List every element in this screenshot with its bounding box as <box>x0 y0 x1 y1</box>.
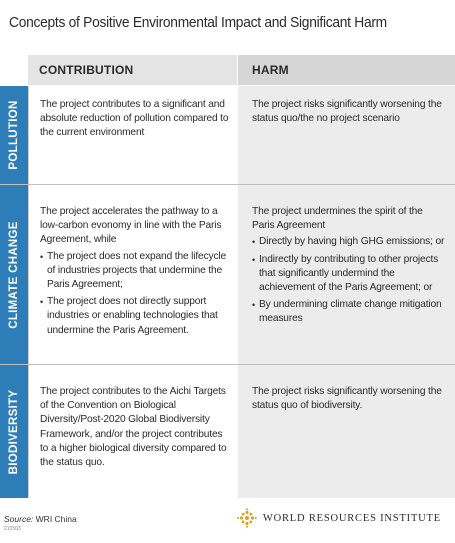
harm-text: The project risks significantly worsening the status quo of biodiversity. <box>252 386 442 412</box>
wri-logo-icon <box>237 508 257 528</box>
page-title: Concepts of Positive Environmental Impact and Significant Harm <box>9 14 387 31</box>
category-climate-change <box>0 185 28 364</box>
list-item: • Indirectly by contributing to other projects that significantly undermind the achievement of the Paris Agreement; or <box>252 253 447 296</box>
header-harm <box>238 55 455 85</box>
contribution-cell <box>28 86 237 184</box>
table-row-climate-change <box>0 185 455 364</box>
contribution-text: The project accelerates the pathway to a low-carbon evonomy in line with the Paris Agreement, while <box>40 206 222 246</box>
harm-text: The project risks significantly worsening the status quo/the no project scenario <box>252 99 442 125</box>
table-row-pollution <box>0 86 455 184</box>
list-item: • The project does not directly support industries or enabling technologies that undermine the Paris Agreement. <box>40 295 229 338</box>
category-label: BIODIVERSITY <box>8 389 20 474</box>
header-contribution <box>28 55 237 85</box>
contribution-text: The project contributes to a significant and absolute reduction of pollution compared to the current environment <box>40 99 229 139</box>
list-item: • The project does not expand the lifecycle of industries projects that undermine the Paris Agreement; <box>40 250 229 293</box>
harm-cell <box>238 365 455 498</box>
header-contribution-label: CONTRIBUTION <box>39 63 134 77</box>
contribution-text: The project contributes to the Aichi Targets of the Convention on Biological Diversity/Post-2020 Global Biodiversity Framework, and/or the project contributes to a higher biological diversity compared to the status quo. <box>40 386 227 469</box>
harm-cell <box>238 86 455 184</box>
list-item: • By undermining climate change mitigation measures <box>252 298 447 326</box>
harm-bullets <box>252 235 447 326</box>
contribution-cell <box>28 365 237 498</box>
header-corner <box>0 55 28 85</box>
source-note <box>4 514 77 524</box>
contribution-bullets <box>40 250 229 338</box>
category-label: CLIMATE CHANGE <box>8 220 20 329</box>
list-item: • Directly by having high GHG emissions; or <box>252 235 447 249</box>
category-label: POLLUTION <box>8 100 20 170</box>
category-biodiversity <box>0 365 28 498</box>
table-row-biodiversity <box>0 365 455 498</box>
source-text: WRI China <box>33 514 77 524</box>
header-harm-label: HARM <box>252 63 289 77</box>
figure-code: 210503 <box>4 526 21 532</box>
category-pollution <box>0 86 28 184</box>
logo-text: WORLD RESOURCES INSTITUTE <box>262 512 441 524</box>
harm-text: The project undermines the spirit of the Paris Agreement <box>252 206 423 232</box>
wri-logo <box>237 508 441 528</box>
source-label: Source: <box>4 514 34 524</box>
contribution-cell <box>28 185 237 364</box>
harm-cell <box>238 185 455 364</box>
